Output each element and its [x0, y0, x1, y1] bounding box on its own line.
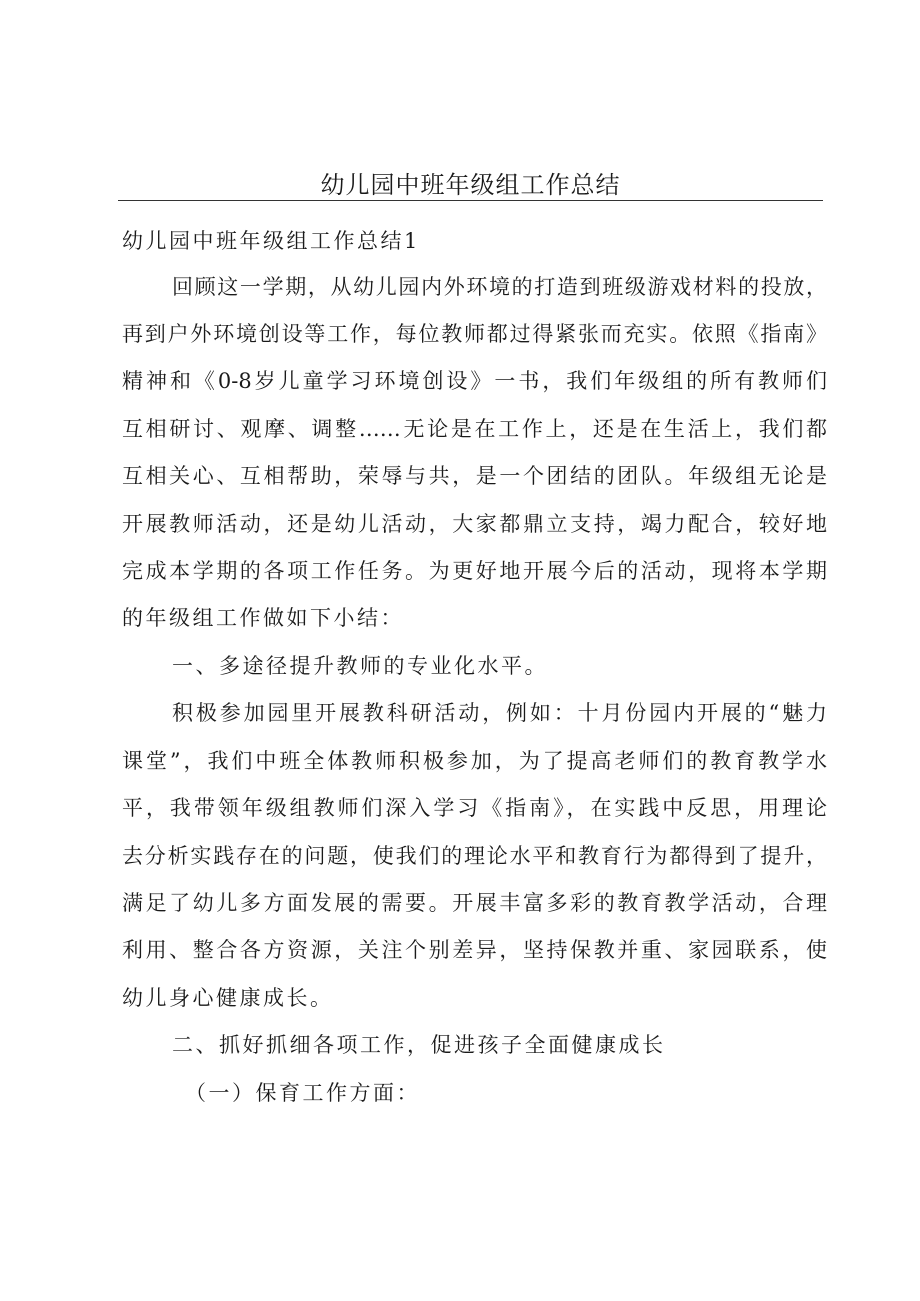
paragraph-line: 再到户外环境创设等工作，每位教师都过得紧张而充实。依照《指南》	[122, 322, 827, 346]
subsection-heading: （一）保育工作方面：	[185, 1081, 420, 1105]
paragraph-line: 开展教师活动，还是幼儿活动，大家都鼎立支持，竭力配合，较好地	[122, 512, 827, 536]
subtitle: 幼儿园中班年级组工作总结1	[122, 229, 420, 253]
paragraph-line: 完成本学期的各项工作任务。为更好地开展今后的活动，现将本学期	[122, 559, 827, 583]
paragraph-line: 的年级组工作做如下小结：	[122, 606, 404, 630]
title-underline	[118, 200, 823, 201]
section-heading-2: 二、抓好抓细各项工作，促进孩子全面健康成长	[172, 1033, 666, 1057]
paragraph-line: 平，我带领年级组教师们深入学习《指南》，在实践中反思，用理论	[122, 796, 827, 820]
paragraph-line: 课堂”，我们中班全体教师积极参加，为了提高老师们的教育教学水	[122, 749, 827, 773]
paragraph-line: 互相研讨、观摩、调整……无论是在工作上，还是在生活上，我们都	[122, 417, 827, 441]
page-title: 幼儿园中班年级组工作总结	[320, 171, 621, 199]
paragraph-line: 满足了幼儿多方面发展的需要。开展丰富多彩的教育教学活动，合理	[122, 891, 827, 915]
paragraph-line: 去分析实践存在的问题，使我们的理论水平和教育行为都得到了提升，	[122, 844, 827, 868]
paragraph-line: 幼儿身心健康成长。	[122, 986, 334, 1010]
paragraph-line: 回顾这一学期，从幼儿园内外环境的打造到班级游戏材料的投放，	[172, 275, 827, 299]
paragraph-line: 精神和《0-8岁儿童学习环境创设》一书，我们年级组的所有教师们	[122, 369, 827, 393]
paragraph-line: 利用、整合各方资源，关注个别差异，坚持保教并重、家园联系，使	[122, 938, 827, 962]
paragraph-line: 积极参加园里开展教科研活动，例如：十月份园内开展的“魅力	[172, 701, 827, 725]
paragraph-line: 互相关心、互相帮助，荣辱与共，是一个团结的团队。年级组无论是	[122, 464, 827, 488]
section-heading-1: 一、多途径提升教师的专业化水平。	[172, 654, 548, 678]
